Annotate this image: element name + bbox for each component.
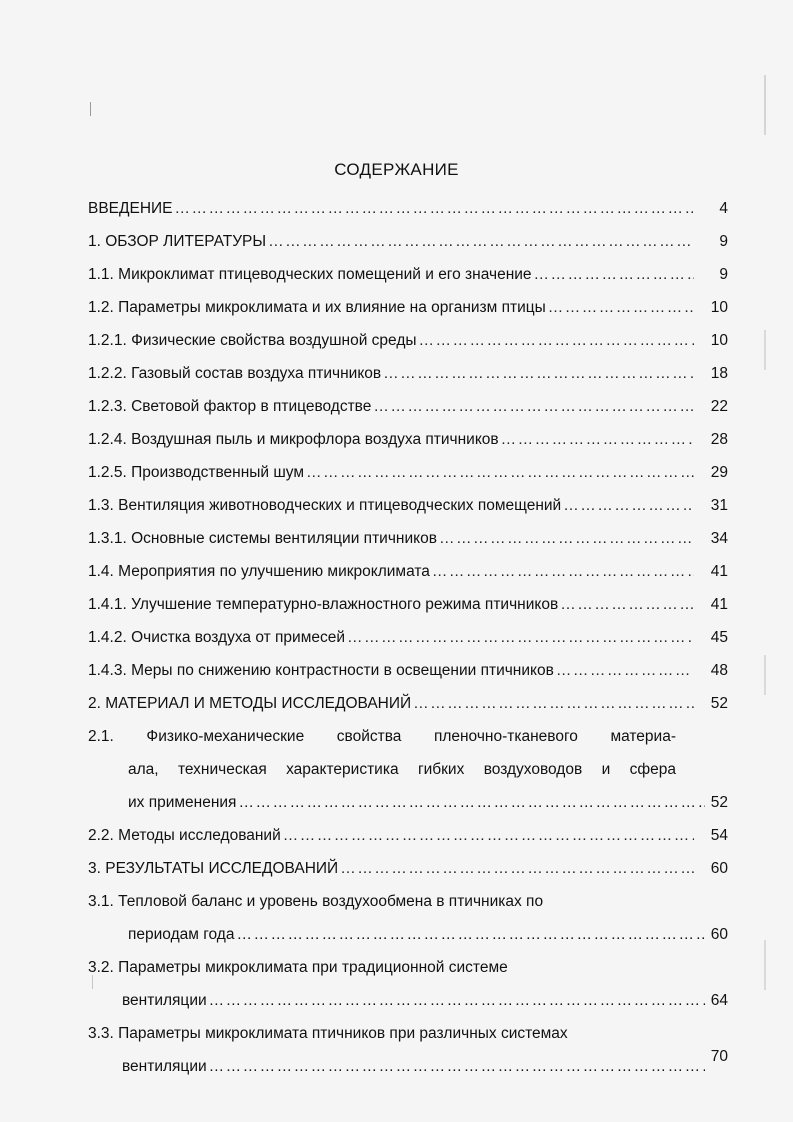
toc-entry[interactable] xyxy=(88,555,728,588)
toc-entry-label: вентиляции xyxy=(122,1058,207,1075)
toc-entry-label: их применения xyxy=(128,794,237,811)
toc-entry-line: 2.1. Физико-механические свойства пленочно-тканевого материа- xyxy=(88,728,676,745)
leader-dots xyxy=(238,786,704,819)
leader-dots xyxy=(383,357,694,390)
toc-entry-label: 2.2. Методы исследований xyxy=(88,827,281,844)
toc-entry-page: 18 xyxy=(710,365,728,382)
leader-dots xyxy=(560,588,694,621)
toc-entry-page: 60 xyxy=(710,926,728,943)
toc-entry-page: 9 xyxy=(719,233,728,250)
toc-entry-label: вентиляции xyxy=(122,992,207,1009)
leader-dots xyxy=(209,984,705,1017)
leader-dots xyxy=(340,852,694,885)
toc-entry[interactable] xyxy=(88,258,728,291)
toc-entry-page: 70 xyxy=(710,1048,728,1065)
leader-dots xyxy=(432,555,694,588)
toc-entry[interactable] xyxy=(88,621,728,654)
toc-entry-page: 48 xyxy=(710,662,728,679)
toc-entry-multiline[interactable] xyxy=(88,885,728,951)
toc-entry-line: 3.3. Параметры микроклимата птичников при различных системах xyxy=(88,1025,568,1042)
leader-dots xyxy=(209,1050,705,1083)
toc-entry-label: 1.3. Вентиляция животноводческих и птицеводческих помещений xyxy=(88,497,562,514)
toc-entry-page: 4 xyxy=(719,200,728,217)
toc-entry-label: 1.2.1. Физические свойства воздушной среды xyxy=(88,332,417,349)
leader-dots xyxy=(175,192,694,225)
toc-entry[interactable] xyxy=(88,423,728,456)
toc-entry-label: 2. МАТЕРИАЛ И МЕТОДЫ ИССЛЕДОВАНИЙ xyxy=(88,695,412,712)
toc-entry[interactable] xyxy=(88,819,728,852)
scan-artifact xyxy=(90,102,91,116)
leader-dots xyxy=(236,918,704,951)
toc-entry-multiline[interactable] xyxy=(88,1017,728,1083)
toc-entry[interactable] xyxy=(88,852,728,885)
leader-dots xyxy=(306,456,694,489)
toc-entry-page: 45 xyxy=(710,629,728,646)
toc-entry-label: 1.2. Параметры микроклимата и их влияние на организм птицы xyxy=(88,299,546,316)
toc-entry-label: 3. РЕЗУЛЬТАТЫ ИССЛЕДОВАНИЙ xyxy=(88,860,339,877)
toc-entry-page: 64 xyxy=(710,992,728,1009)
toc-entry[interactable] xyxy=(88,192,728,225)
leader-dots xyxy=(419,324,694,357)
scan-artifact xyxy=(764,940,766,990)
toc-entry-label: 1.3.1. Основные системы вентиляции птичников xyxy=(88,530,437,547)
toc-entry-page: 41 xyxy=(710,563,728,580)
leader-dots xyxy=(501,423,694,456)
toc-entry-label: 1.4.1. Улучшение температурно-влажностного режима птичников xyxy=(88,596,559,613)
toc-entry-page: 60 xyxy=(710,860,728,877)
toc-entry[interactable] xyxy=(88,390,728,423)
toc-entry-page: 41 xyxy=(710,596,728,613)
page-title: СОДЕРЖАНИЕ xyxy=(334,160,459,179)
toc-entry-page: 22 xyxy=(710,398,728,415)
scan-artifact xyxy=(764,330,766,370)
toc-entry-page: 10 xyxy=(710,299,728,316)
toc-entry-page: 28 xyxy=(710,431,728,448)
toc-entry[interactable] xyxy=(88,291,728,324)
leader-dots xyxy=(556,654,694,687)
leader-dots xyxy=(548,291,694,324)
toc-entry[interactable] xyxy=(88,687,728,720)
toc-entry-multiline[interactable] xyxy=(88,951,728,1017)
leader-dots xyxy=(283,819,694,852)
toc-entry-label: 1.2.4. Воздушная пыль и микрофлора воздуха птичников xyxy=(88,431,499,448)
leader-dots xyxy=(373,390,694,423)
scan-artifact xyxy=(764,75,766,135)
leader-dots xyxy=(347,621,694,654)
toc-entry-page: 34 xyxy=(710,530,728,547)
toc-entry-page: 10 xyxy=(710,332,728,349)
toc-entry-label: 1.2.3. Световой фактор в птицеводстве xyxy=(88,398,372,415)
toc-entry-label: периодам года xyxy=(128,926,235,943)
toc-entry[interactable] xyxy=(88,357,728,390)
toc-entry-label: 1.4. Мероприятия по улучшению микроклимата xyxy=(88,563,430,580)
leader-dots xyxy=(268,225,694,258)
toc-entry-page: 29 xyxy=(710,464,728,481)
toc-entry-page: 52 xyxy=(710,695,728,712)
toc-entry[interactable] xyxy=(88,654,728,687)
toc-entry[interactable] xyxy=(88,456,728,489)
toc-entry-line: 3.2. Параметры микроклимата при традиционной системе xyxy=(88,959,508,976)
toc-entry-line: 3.1. Тепловой баланс и уровень воздухообмена в птичниках по xyxy=(88,893,544,910)
toc-entry-page: 9 xyxy=(719,266,728,283)
leader-dots xyxy=(534,258,694,291)
toc-entry-label: 1.4.3. Меры по снижению контрастности в освещении птичников xyxy=(88,662,554,679)
toc-entry-multiline[interactable] xyxy=(88,720,728,819)
leader-dots xyxy=(413,687,694,720)
toc-entry-page: 52 xyxy=(710,794,728,811)
scan-artifact xyxy=(764,655,766,695)
toc-entry[interactable] xyxy=(88,588,728,621)
toc-entry[interactable] xyxy=(88,225,728,258)
toc-entry-page: 54 xyxy=(710,827,728,844)
table-of-contents xyxy=(88,192,728,1083)
toc-entry-line: ала, техническая характеристика гибких воздуховодов и сфера xyxy=(128,761,676,778)
toc-entry-label: 1.1. Микроклимат птицеводческих помещений и его значение xyxy=(88,266,532,283)
toc-entry-label: 1.2.2. Газовый состав воздуха птичников xyxy=(88,365,382,382)
toc-entry-label: 1.2.5. Производственный шум xyxy=(88,464,305,481)
leader-dots xyxy=(439,522,694,555)
toc-entry[interactable] xyxy=(88,324,728,357)
toc-entry-label: 1. ОБЗОР ЛИТЕРАТУРЫ xyxy=(88,233,267,250)
leader-dots xyxy=(563,489,694,522)
toc-entry-label: ВВЕДЕНИЕ xyxy=(88,200,173,217)
toc-entry[interactable] xyxy=(88,522,728,555)
toc-entry-label: 1.4.2. Очистка воздуха от примесей xyxy=(88,629,346,646)
toc-entry[interactable] xyxy=(88,489,728,522)
toc-entry-page: 31 xyxy=(710,497,728,514)
